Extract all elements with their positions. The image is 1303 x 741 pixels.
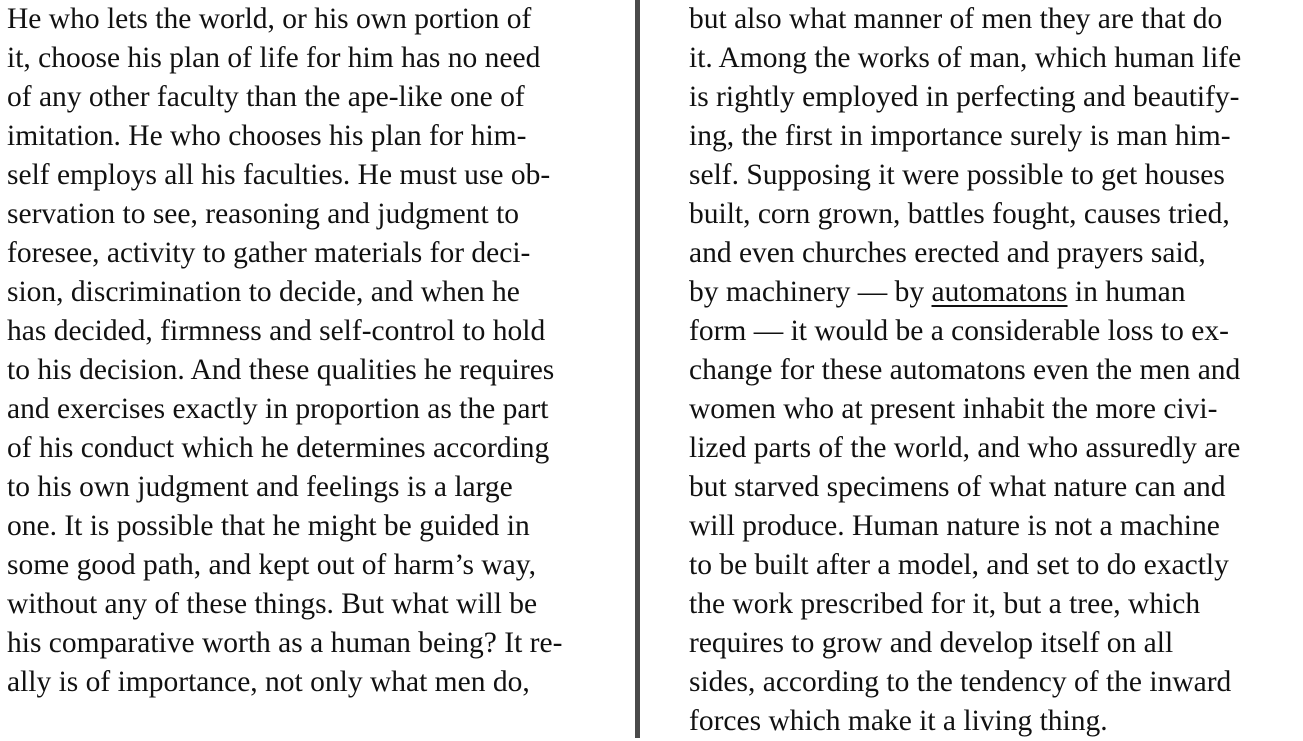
left-text-column [7, 0, 617, 702]
text-line: servation to see, reasoning and judgment to [7, 198, 520, 230]
text-line: imitation. He who chooses his plan for him- [7, 120, 527, 152]
text-line: will produce. Human nature is not a machine [689, 510, 1220, 542]
text-line: self employs all his faculties. He must use ob- [7, 159, 551, 191]
column-divider [635, 0, 640, 738]
text-line: but also what manner of men they are that do [689, 3, 1223, 35]
text-line: some good path, and kept out of harm’s way, [7, 549, 536, 581]
text-line: to his decision. And these qualities he requires [7, 354, 555, 386]
text-line: it. Among the works of man, which human life [689, 42, 1242, 74]
text-line: ally is of importance, not only what men do, [7, 666, 530, 698]
automatons-link[interactable]: automatons [931, 276, 1068, 308]
text-line: but starved specimens of what nature can and [689, 471, 1226, 503]
text-line: He who lets the world, or his own portion of [7, 3, 532, 35]
text-line: sides, according to the tendency of the inward [689, 666, 1232, 698]
text-line: foresee, activity to gather materials for deci- [7, 237, 531, 269]
text-line: without any of these things. But what will be [7, 588, 538, 620]
text-line: built, corn grown, battles fought, causes tried, [689, 198, 1230, 230]
text-line: lized parts of the world, and who assuredly are [689, 432, 1241, 464]
text-line: self. Supposing it were possible to get houses [689, 159, 1225, 191]
text-line: one. It is possible that he might be guided in [7, 510, 530, 542]
text-line: and exercises exactly in proportion as the part [7, 393, 549, 425]
text-line: is rightly employed in perfecting and beautify- [689, 81, 1240, 113]
text-line-with-link [689, 273, 1299, 312]
text-line: of any other faculty than the ape-like one of [7, 81, 525, 113]
text-line: and even churches erected and prayers said, [689, 237, 1206, 269]
text-line: form — it would be a considerable loss to ex- [689, 315, 1229, 347]
text-line: change for these automatons even the men and [689, 354, 1241, 386]
text-line: has decided, firmness and self-control to hold [7, 315, 546, 347]
text-line: his comparative worth as a human being? It re- [7, 627, 563, 659]
text-fragment: in human [1067, 276, 1186, 308]
text-line: sion, discrimination to decide, and when he [7, 276, 520, 308]
text-line: forces which make it a living thing. [689, 705, 1108, 737]
text-line: women who at present inhabit the more civi- [689, 393, 1218, 425]
text-line: the work prescribed for it, but a tree, which [689, 588, 1201, 620]
text-line: requires to grow and develop itself on all [689, 627, 1174, 659]
text-line: it, choose his plan of life for him has no need [7, 42, 541, 74]
right-text-column [689, 0, 1299, 741]
text-line: to be built after a model, and set to do exactly [689, 549, 1229, 581]
text-line: of his conduct which he determines according [7, 432, 550, 464]
text-fragment: by machinery — by [689, 276, 932, 308]
text-line: ing, the first in importance surely is man him- [689, 120, 1231, 152]
text-line: to his own judgment and feelings is a large [7, 471, 513, 503]
